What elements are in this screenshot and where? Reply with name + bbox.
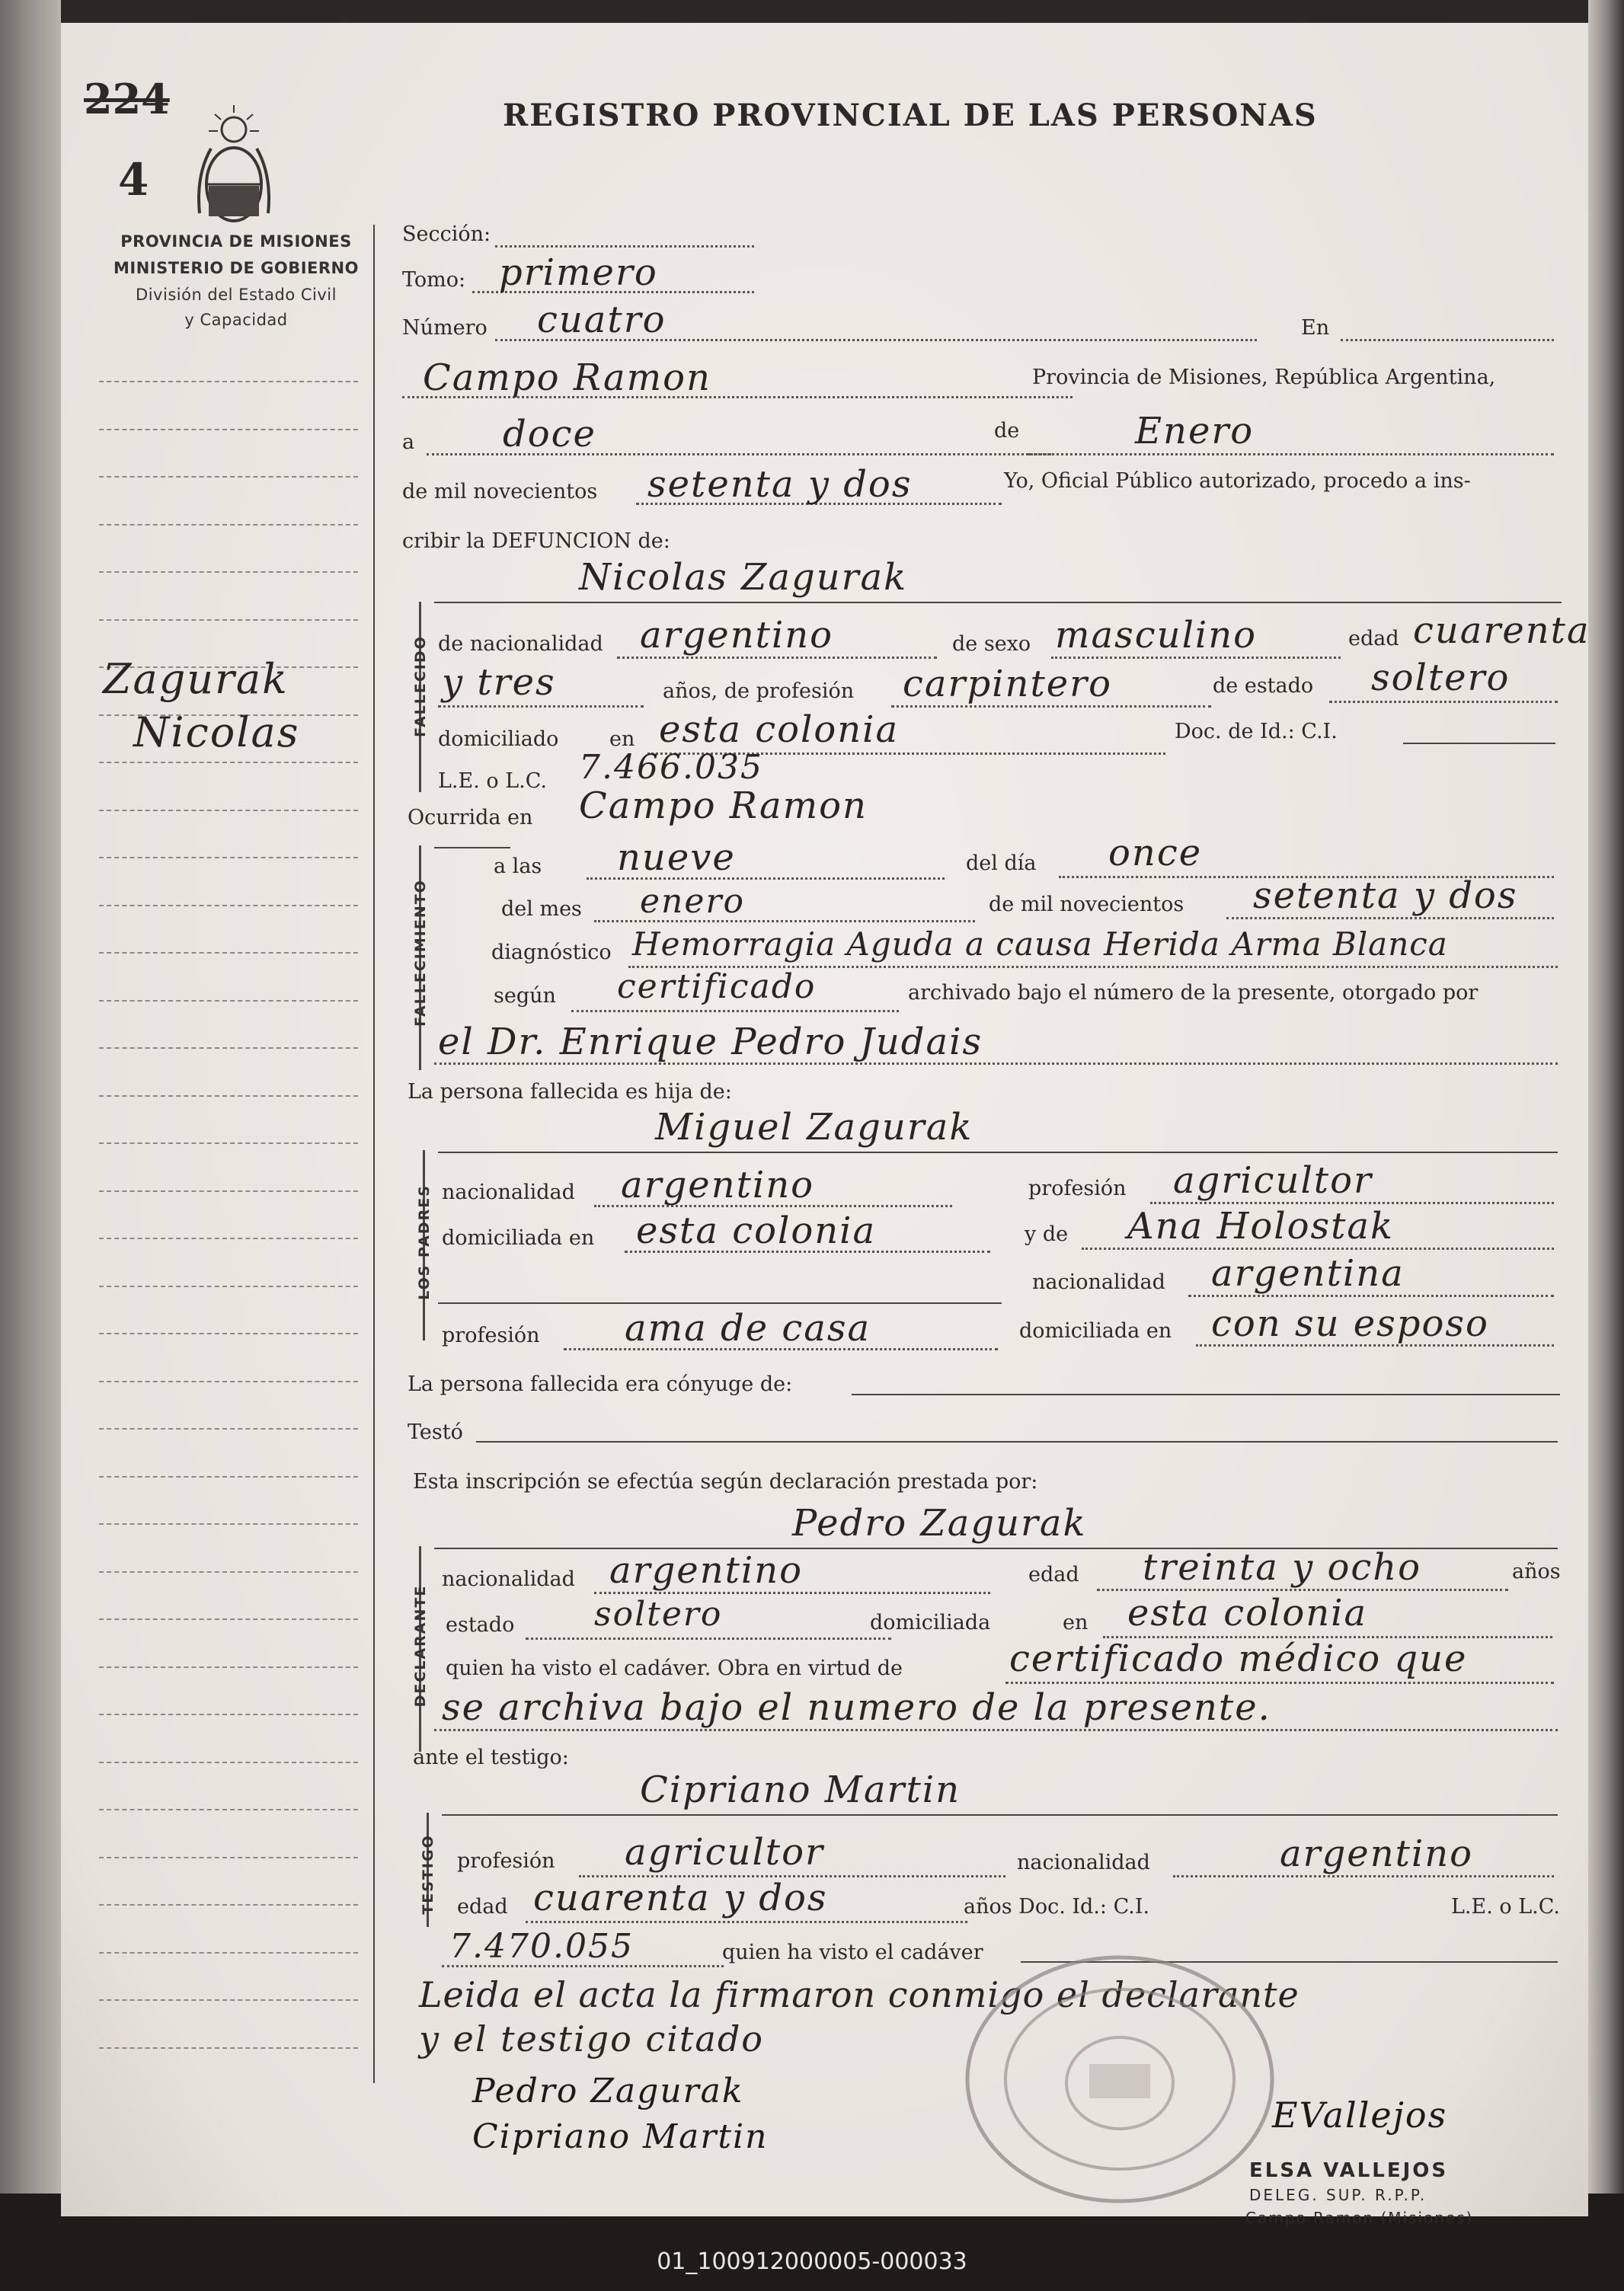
declarante-nacionalidad-value: argentino — [609, 1549, 804, 1592]
testigo-doc-value: 7.470.055 — [449, 1927, 634, 1966]
division-label: División del Estado Civil — [136, 286, 337, 304]
margin-ruled-line — [99, 857, 358, 858]
declarante-edad-value: treinta y ocho — [1143, 1546, 1422, 1589]
y-de-label: y de — [1025, 1222, 1069, 1246]
fallecido-estado-line — [1329, 701, 1558, 703]
conyuge-text: La persona fallecida era cónyuge de: — [408, 1372, 793, 1396]
segun-line — [571, 1010, 899, 1012]
declarante-section-label: DECLARANTE — [412, 1584, 429, 1708]
medico-value: el Dr. Enrique Pedro Judais — [438, 1021, 983, 1063]
old-page-number: 224 — [84, 75, 170, 123]
en-label: En — [1301, 316, 1330, 340]
certificado-value-2: se archiva bajo el numero de la presente. — [442, 1686, 1271, 1729]
padre-nacionalidad-value: argentino — [621, 1164, 815, 1206]
margin-ruled-line — [99, 1142, 358, 1144]
year-value: setenta y dos — [647, 463, 913, 506]
declarante-edad-label: edad — [1028, 1563, 1079, 1586]
closing-line-2: y el testigo citado — [419, 2018, 764, 2059]
padres-section-label: LOS PADRES — [416, 1184, 433, 1300]
book-cover-right — [1588, 0, 1624, 2247]
margin-ruled-line — [99, 1666, 358, 1668]
fallecido-en-label: en — [609, 727, 635, 751]
fallecido-edad-value-1: cuarenta — [1413, 609, 1590, 652]
madre-nacionalidad-value: argentina — [1211, 1252, 1405, 1295]
diagnostico-label: diagnóstico — [491, 941, 612, 964]
tomo-label: Tomo: — [402, 268, 466, 292]
testigo-edad-value: cuarenta y dos — [533, 1877, 828, 1919]
inscribir-text: cribir la DEFUNCION de: — [402, 529, 670, 553]
margin-ruled-line — [99, 429, 358, 430]
official-title: DELEG. SUP. R.P.P. — [1249, 2186, 1427, 2204]
padre-profesion-label: profesión — [1028, 1177, 1127, 1200]
margin-divider — [373, 225, 375, 2083]
fallecido-section-label: FALLECIDO — [412, 635, 429, 737]
fallecido-anos-label: años, de profesión — [663, 679, 855, 703]
padre-name-value: Miguel Zagurak — [655, 1106, 973, 1149]
margin-ruled-line — [99, 524, 358, 526]
margin-ruled-line — [99, 1428, 358, 1430]
page-number: 4 — [118, 154, 149, 206]
declarante-cadaver-text: quien ha visto el cadáver. Obra en virtud de — [446, 1657, 903, 1680]
fallecido-domiciliado-label: domiciliado — [438, 727, 559, 751]
margin-ruled-line — [99, 1714, 358, 1715]
del-mes-label: del mes — [501, 897, 582, 921]
padre-profesion-line — [1150, 1202, 1554, 1204]
anio-line — [1226, 917, 1554, 919]
month-value: Enero — [1135, 410, 1255, 452]
coat-of-arms-icon — [192, 99, 276, 236]
margin-ruled-line — [99, 619, 358, 621]
margin-surname: Zagurak — [103, 655, 289, 703]
declarante-edad-line — [1097, 1589, 1508, 1591]
book-cover-left — [0, 0, 61, 2247]
certificado-line-2 — [434, 1729, 1558, 1731]
padre-profesion-value: agricultor — [1173, 1159, 1373, 1202]
margin-ruled-line — [99, 1000, 358, 1002]
official-name: ELSA VALLEJOS — [1249, 2159, 1449, 2182]
margin-ruled-line — [99, 952, 358, 954]
madre-name-value: Ana Holostak — [1127, 1205, 1395, 1248]
day-value: doce — [503, 413, 596, 455]
madre-name-line — [1082, 1248, 1554, 1250]
madre-nacionalidad-label: nacionalidad — [1032, 1270, 1165, 1294]
fallecido-doc-line — [1403, 743, 1555, 744]
testigo-le-label: L.E. o L.C. — [1451, 1895, 1561, 1919]
hija-text: La persona fallecida es hija de: — [408, 1080, 732, 1104]
fallecido-estado-label: de estado — [1213, 674, 1314, 698]
testigo-profesion-label: profesión — [457, 1849, 555, 1873]
madre-profesion-value: ama de casa — [625, 1307, 871, 1350]
declarante-estado-line — [526, 1638, 891, 1640]
declarante-domicilio-value: esta colonia — [1127, 1592, 1368, 1634]
fallecido-sexo-value: masculino — [1055, 614, 1258, 657]
numero-value: cuatro — [537, 299, 667, 341]
margin-ruled-line — [99, 2047, 358, 2049]
closing-line-1: Leida el acta la firmaron conmigo el declarante — [419, 1974, 1300, 2015]
segun-label: según — [494, 984, 556, 1008]
a-las-label: a las — [494, 855, 542, 878]
margin-ruled-line — [99, 905, 358, 906]
year-prefix: de mil novecientos — [402, 480, 598, 503]
fallecido-edad-value-2: y tres — [442, 661, 556, 704]
testo-text: Testó — [408, 1420, 463, 1444]
fallecido-name-value: Nicolas Zagurak — [579, 556, 908, 599]
declarante-estado-value: soltero — [594, 1595, 723, 1634]
padres-blank-line — [438, 1302, 1002, 1304]
fallecido-domicilio-value: esta colonia — [659, 708, 900, 751]
place-value: Campo Ramon — [423, 356, 711, 399]
image-footer-code: 01_100912000005-000033 — [657, 2248, 967, 2275]
fallecido-name-line — [434, 602, 1562, 603]
fallecido-le-label: L.E. o L.C. — [438, 769, 548, 793]
declarante-testigo-text: ante el testigo: — [413, 1746, 569, 1769]
tomo-value: primero — [499, 251, 658, 294]
fallecido-edad-line — [438, 705, 644, 708]
declarante-en-label: en — [1063, 1611, 1089, 1634]
testigo-name-value: Cipriano Martin — [640, 1769, 961, 1811]
seccion-line — [495, 245, 754, 248]
fallecido-estado-value: soltero — [1371, 657, 1511, 699]
margin-ruled-line — [99, 1238, 358, 1239]
testigo-cadaver-text: quien ha visto el cadáver — [722, 1941, 983, 1964]
madre-domiciliada-label: domiciliada en — [1019, 1319, 1172, 1343]
margin-ruled-line — [99, 571, 358, 573]
fallecido-nacionalidad-label: de nacionalidad — [438, 632, 603, 656]
margin-ruled-line — [99, 1571, 358, 1573]
testigo-edad-label: edad — [457, 1895, 508, 1919]
numero-label: Número — [402, 316, 488, 340]
hora-value: nueve — [617, 836, 736, 879]
padre-domiciliada-label: domiciliada en — [442, 1226, 595, 1250]
margin-ruled-line — [99, 1190, 358, 1192]
margin-ruled-lines — [99, 381, 358, 2094]
fallecimiento-section-label: FALLECIMIENTO — [412, 879, 429, 1027]
margin-ruled-line — [99, 1381, 358, 1382]
dia-value: once — [1108, 832, 1203, 874]
page-title: REGISTRO PROVINCIAL DE LAS PERSONAS — [503, 97, 1318, 133]
madre-domicilio-value: con su esposo — [1211, 1302, 1489, 1345]
official-text: Yo, Oficial Público autorizado, procedo a ins- — [1004, 469, 1471, 493]
margin-ruled-line — [99, 1809, 358, 1810]
fallecido-le-value: 7.466.035 — [579, 748, 763, 787]
fallecido-sexo-label: de sexo — [952, 632, 1031, 656]
fallecido-edad-label: edad — [1348, 627, 1399, 650]
declarante-domiciliada-label: domiciliada — [870, 1611, 991, 1634]
declarante-nacionalidad-label: nacionalidad — [442, 1567, 575, 1591]
ministry-label: MINISTERIO DE GOBIERNO — [113, 259, 359, 277]
segun-value: certificado — [617, 967, 817, 1006]
declarante-anos-label: años — [1512, 1560, 1561, 1583]
declaracion-text: Esta inscripción se efectúa según declaración prestada por: — [413, 1470, 1038, 1494]
padre-domicilio-value: esta colonia — [636, 1209, 877, 1252]
declarante-nacionalidad-line — [594, 1592, 990, 1594]
fallecido-doc-label: Doc. de Id.: C.I. — [1175, 720, 1338, 743]
margin-ruled-line — [99, 381, 358, 382]
testigo-profesion-value: agricultor — [625, 1831, 824, 1874]
signature-testigo: Cipriano Martin — [472, 2117, 769, 2156]
certificado-line-1 — [1005, 1682, 1554, 1684]
margin-ruled-line — [99, 1476, 358, 1478]
margin-ruled-line — [99, 1952, 358, 1954]
document-page — [61, 23, 1590, 2227]
padre-nacionalidad-label: nacionalidad — [442, 1181, 575, 1204]
margin-ruled-line — [99, 762, 358, 763]
margin-ruled-line — [99, 810, 358, 811]
fallecimiento-top-line — [434, 847, 510, 848]
margin-ruled-line — [99, 1095, 358, 1097]
testo-line — [476, 1441, 1558, 1443]
a-label: a — [402, 430, 415, 454]
del-dia-label: del día — [966, 852, 1037, 875]
signature-declarante: Pedro Zagurak — [472, 2072, 744, 2110]
conyuge-line — [852, 1394, 1560, 1395]
official-seal-icon — [960, 1950, 1280, 2209]
margin-ruled-line — [99, 476, 358, 478]
madre-profesion-label: profesión — [442, 1324, 540, 1347]
margin-ruled-line — [99, 1047, 358, 1049]
fallecido-profesion-line — [891, 705, 1211, 708]
margin-ruled-line — [99, 1333, 358, 1334]
margin-ruled-line — [99, 1857, 358, 1858]
margin-ruled-line — [99, 1618, 358, 1620]
declarante-estado-label: estado — [446, 1613, 515, 1637]
diagnostico-value: Hemorragia Aguda a causa Herida Arma Blanca — [632, 925, 1448, 963]
margin-ruled-line — [99, 1762, 358, 1763]
ocurrida-value: Campo Ramon — [579, 784, 868, 827]
fallecido-nacionalidad-line — [617, 657, 937, 659]
testigo-name-line — [442, 1814, 1558, 1816]
declarante-name-value: Pedro Zagurak — [792, 1502, 1087, 1545]
official-place: Campo Ramon (Misiones) — [1245, 2209, 1474, 2227]
testigo-nacionalidad-line — [1173, 1875, 1554, 1877]
padre-name-line — [438, 1152, 1558, 1153]
certificado-value-1: certificado médico que — [1009, 1638, 1468, 1680]
testigo-section-label: TESTIGO — [420, 1834, 436, 1915]
province-label: PROVINCIA DE MISIONES — [120, 232, 352, 251]
margin-name: Nicolas — [133, 708, 300, 756]
testigo-nacionalidad-value: argentino — [1280, 1832, 1474, 1875]
margin-ruled-line — [99, 1286, 358, 1287]
testigo-edad-line — [526, 1921, 967, 1923]
mil-label: de mil novecientos — [989, 893, 1184, 916]
anio-value: setenta y dos — [1253, 874, 1518, 917]
capacity-label: y Capacidad — [184, 311, 288, 329]
mes-value: enero — [640, 882, 745, 921]
testigo-nacionalidad-label: nacionalidad — [1017, 1851, 1150, 1874]
month-line — [1028, 453, 1554, 455]
margin-ruled-line — [99, 1904, 358, 1906]
seccion-label: Sección: — [402, 222, 491, 246]
de-label: de — [994, 419, 1020, 443]
signature-official: EVallejos — [1272, 2094, 1448, 2136]
archivado-text: archivado bajo el número de la presente, otorgado por — [908, 981, 1479, 1005]
fallecido-profesion-value: carpintero — [903, 663, 1112, 705]
ocurrida-label: Ocurrida en — [408, 806, 533, 829]
margin-ruled-line — [99, 1999, 358, 2001]
testigo-anos-doc-label: años Doc. Id.: C.I. — [964, 1895, 1150, 1919]
fallecido-nacionalidad-value: argentino — [640, 614, 834, 657]
province-text: Provincia de Misiones, República Argentina, — [1032, 366, 1496, 389]
en-line — [1341, 339, 1554, 341]
madre-nacionalidad-line — [1188, 1295, 1554, 1297]
fallecido-sexo-line — [1051, 657, 1341, 659]
margin-ruled-line — [99, 1523, 358, 1525]
